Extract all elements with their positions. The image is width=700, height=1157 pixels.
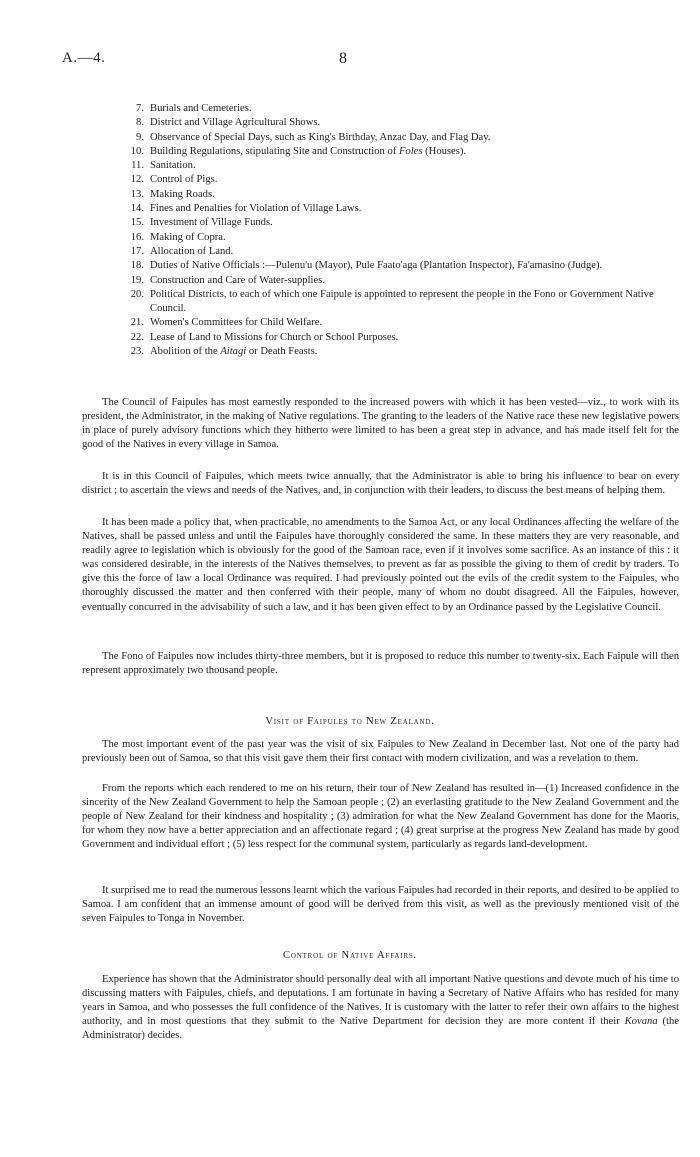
list-item-number: 11. xyxy=(131,160,144,172)
list-item-number: 23. xyxy=(130,346,144,358)
list-item-text: Lease of Land to Missions for Church or School Purposes. xyxy=(150,331,399,343)
list-item xyxy=(104,116,679,130)
list-item-text: Fines and Penalties for Violation of Village Laws. xyxy=(150,203,362,215)
paragraph-text: Experience has shown that the Administrator should personally deal with all important Native questions and devote much of his time to discussing matters with Faipules, chiefs, and deputations. I am fortunate in having a Secretary of Native Affairs who has resided for many years in Samoa, and who possesses the full confidence of the Natives. It is customary with the latter to refer their own affairs to the highest authority, and in most questions that they submit to the Native Department for decision they are more content if their xyxy=(82,974,679,1028)
paragraph-control-native-affairs xyxy=(82,973,679,1043)
list-item-text: Control of Pigs. xyxy=(150,174,218,186)
list-item-italic-term: Aitagi xyxy=(220,346,247,358)
list-item xyxy=(104,274,679,288)
italic-term-kovana: Kovana xyxy=(624,1016,658,1028)
list-item-number: 14. xyxy=(130,203,144,215)
list-item xyxy=(104,102,679,116)
list-item-number: 12. xyxy=(130,174,144,186)
list-item-number: 13. xyxy=(130,188,144,200)
list-item-number: 10. xyxy=(130,145,144,157)
section-heading-visit: Visit of Faipules to New Zealand. xyxy=(265,716,435,727)
list-item-text: Duties of Native Officials :—Pulenu'u (Mayor), Pule Faato'aga (Plantation Inspector), Fa'amasino (Judge). xyxy=(150,260,603,272)
section-heading-control: Control of Native Affairs. xyxy=(283,950,417,961)
list-item xyxy=(104,131,679,145)
document-reference: A.—4. xyxy=(62,50,106,66)
list-item-text: Women's Committees for Child Welfare. xyxy=(150,317,323,329)
list-item-number: 7. xyxy=(136,103,144,114)
paragraph-text-suffix: (the Administrator) decides. xyxy=(82,1016,680,1042)
list-item-number: 15. xyxy=(130,217,144,229)
list-item xyxy=(104,216,679,230)
list-item-number: 19. xyxy=(130,274,144,286)
paragraph-visit-lessons: It surprised me to read the numerous lessons learnt which the various Faipules had recorded in their reports, and desired to be applied to Samoa. I am confident that an immense amount of good will be derived from this visit, as well as the previously mentioned visit of the seven Faipules to Tonga in November. xyxy=(82,885,679,925)
list-item-text: Burials and Cemeteries. xyxy=(150,103,252,114)
list-item xyxy=(104,245,679,259)
list-item-text: Investment of Village Funds. xyxy=(150,217,273,229)
list-item-text: Making Roads. xyxy=(150,188,215,200)
list-item xyxy=(104,173,679,187)
paragraph-council-meetings: It is in this Council of Faipules, which meets twice annually, that the Administrator is able to bring his influence to bear on every district ; to ascertain the views and needs of the Natives, and, in conjunction with their leaders, to discuss the best means of helping them. xyxy=(82,471,679,497)
list-item xyxy=(104,231,679,245)
list-item-number: 16. xyxy=(130,231,144,243)
list-item-text: Making of Copra. xyxy=(150,231,226,243)
list-item-number: 8. xyxy=(136,117,144,129)
list-item xyxy=(104,331,679,345)
list-item xyxy=(104,345,679,359)
list-item xyxy=(104,145,679,159)
list-item-number: 18. xyxy=(130,260,144,272)
list-item-text: Abolition of the xyxy=(150,346,221,358)
list-item-text: Sanitation. xyxy=(150,160,196,172)
list-item-text: Observance of Special Days, such as King's Birthday, Anzac Day, and Flag Day. xyxy=(150,131,491,143)
list-item xyxy=(104,202,679,216)
list-item-text-suffix: or Death Feasts. xyxy=(246,346,318,358)
list-item xyxy=(104,288,679,317)
paragraph-visit-results: From the reports which each rendered to me on his return, their tour of New Zealand has resulted in—(1) Increased confidence in the sincerity of the New Zealand Government to help the Samoan people ; (2) an everlasting gratitude to the New Zealand Government and the people of New Zealand for their kindness and hospitality ; (3) admiration for what the New Zealand Government has done for the Maoris, for whom they now have a better appreciation and an affectionate regard ; (4) great surprise at the progress New Zealand has made by good Government and individual effort ; (5) less respect for the communal system, particularly as regards land-development. xyxy=(82,783,679,851)
list-item-number: 20. xyxy=(130,288,144,300)
list-item-text: Allocation of Land. xyxy=(150,245,234,257)
list-item-text: Political Districts, to each of which one Faipule is appointed to represent the people in the Fono or Government Native Council. xyxy=(150,288,654,315)
list-item xyxy=(104,316,679,330)
list-item-text: District and Village Agricultural Shows. xyxy=(150,117,321,129)
list-item-number: 21. xyxy=(130,317,144,329)
list-item-text-suffix: (Houses). xyxy=(422,145,467,157)
paragraph-fono-members: The Fono of Faipules now includes thirty-three members, but it is proposed to reduce this number to twenty-six. Each Faipule will then represent approximately two thousand people. xyxy=(82,651,679,677)
page-number: 8 xyxy=(339,50,347,67)
list-item xyxy=(104,159,679,173)
list-item-italic-term: Foles xyxy=(398,145,423,157)
paragraph-council-powers: The Council of Faipules has most earnestly responded to the increased powers with which it has been vested—viz., to work with its president, the Administrator, in the making of Native regulations. The granting to the leaders of the Native race these new legislative powers in place of purely advisory functions which they hitherto were limited to has been a great step in advance, and has made itself felt for the good of the Natives in every village in Samoa. xyxy=(82,397,679,451)
list-item-text: Construction and Care of Water-supplies. xyxy=(150,274,325,286)
numbered-list xyxy=(104,102,679,359)
list-item-number: 9. xyxy=(136,131,144,143)
list-item-number: 17. xyxy=(130,245,144,257)
list-item xyxy=(104,188,679,202)
paragraph-visit-event: The most important event of the past year was the visit of six Faipules to New Zealand in December last. Not one of the party had previously been out of Samoa, so that this visit gave them their first contact with modern civilization, and was a revelation to them. xyxy=(82,739,679,765)
list-item-text: Building Regulations, stipulating Site and Construction of xyxy=(150,145,399,157)
list-item-number: 22. xyxy=(130,331,144,343)
paragraph-amendments-policy: It has been made a policy that, when practicable, no amendments to the Samoa Act, or any local Ordinances affecting the welfare of the Natives, shall be passed unless and until the Faipules have thoroughly considered the same. In these matters they are very reasonable, and readily agree to legislation which is obviously for the good of the Samoan race, even if it involves some sacrifice. As an instance of this : it was considered desirable, in the interests of the Natives themselves, to prevent as far as possible the giving to them of credit by traders. To give this the force of law a local Ordinance was required. I had previously pointed out the evils of the credit system to the Faipules, who thoroughly discussed the matter and then conferred with their people, many of whom no doubt disagreed. All the Faipules, however, eventually concurred in the advisability of such a law, and it has been given effect to by an Ordinance passed by the Legislative Council. xyxy=(82,517,679,613)
list-item xyxy=(104,259,679,273)
